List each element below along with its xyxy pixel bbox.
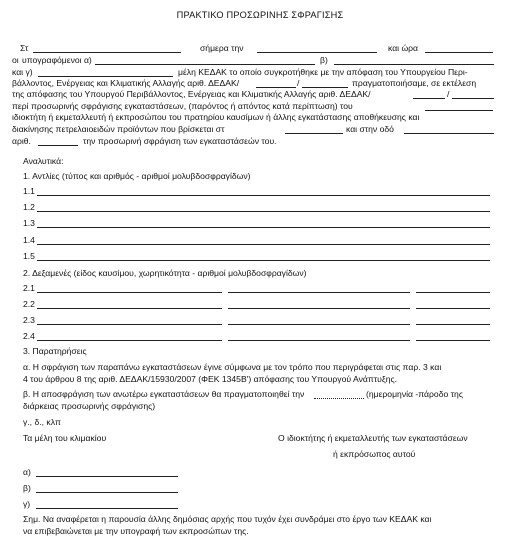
minister-decision-number-blank[interactable] [413,98,445,99]
signer-b-blank[interactable] [334,64,494,65]
section-2-heading: 2. Δεξαμενές (είδος καυσίμου, χωρητικότητα - αριθμοί μολυβδοσφραγίδων) [23,268,307,278]
intro-signer-b-label: β) [320,55,328,65]
remark-beta-line-2: διάρκειας προσωρινής σφράγισης) [23,401,156,411]
intro-line-9-end: την προσωρινή σφράγιση των εγκαταστάσεών του. [83,136,277,146]
section-1-item-label: 1.5 [23,251,35,261]
location-blank[interactable] [285,133,343,134]
date-blank[interactable] [257,52,377,53]
intro-line-4: βάλλοντος, Ενέργειας και Κλιματικής Αλλαγής αριθ. ΔΕΔΑΚ/ [12,78,240,88]
section-1-item-blank[interactable] [37,211,490,212]
fuel-type-blank[interactable] [37,340,222,341]
page-title: ΠΡΑΚΤΙΚΟ ΠΡΟΣΩΡΙΝΗΣ ΣΦΡΑΓΙΣΗΣ [176,10,344,20]
decision-year-blank[interactable] [302,87,348,88]
intro-line-5: της απόφασης του Υπουργού Περιβάλλοντος, Ενέργειας και Κλιματικής Αλλαγής αριθ. ΔΕΔΑΚ/ [12,89,371,99]
section-2-item-label: 2.3 [23,315,35,325]
signatures-representative-label: ή εκπρόσωπος αυτού [333,449,416,459]
section-1-item-label: 1.4 [23,235,35,245]
section-1-item-blank[interactable] [37,227,490,228]
seal-number-blank[interactable] [416,324,490,325]
intro-place-label: Στ [20,43,29,53]
intro-date-label: σήμερα την [200,43,244,53]
signer-a-blank[interactable] [95,64,315,65]
time-blank[interactable] [425,52,493,53]
intro-line-8: διακίνησης πετρελαιοειδών προϊόντων που βρίσκεται στ [12,124,225,134]
seal-number-blank[interactable] [416,340,490,341]
section-2-item-label: 2.4 [23,331,35,341]
capacity-blank[interactable] [228,324,410,325]
fuel-type-blank[interactable] [37,308,222,309]
intro-number-label: αριθ. [12,136,31,146]
street-blank[interactable] [404,133,494,134]
signatures-committee-label: Τα μέλη του κλιμακίου [23,433,107,443]
minister-decision-year-blank[interactable] [452,98,494,99]
remark-beta-line-1-end: (ημερομηνία -πάροδο της [366,389,463,399]
section-3-heading: 3. Παρατηρήσεις [23,346,87,356]
section-2-item-label: 2.2 [23,299,35,309]
intro-time-label: και ώρα [388,43,419,53]
intro-slash-2: / [447,89,450,99]
capacity-blank[interactable] [228,292,410,293]
section-1-item-label: 1.2 [23,202,35,212]
seal-number-blank[interactable] [416,308,490,309]
capacity-blank[interactable] [228,308,410,309]
remark-alpha-line-1: α. Η σφράγιση των παραπάνω εγκαταστάσεων έγινε σύμφωνα με τον τρόπο που περιγράφεται στις παρ. 3 και [23,362,442,372]
unseal-date-blank[interactable] [314,398,364,399]
owner-name-blank[interactable] [425,110,493,111]
analytika-heading: Αναλυτικά: [23,156,64,166]
note-line-2: να επιβεβαιώνεται με την υπογραφή των εκπροσώπων της. [23,526,249,536]
fuel-type-blank[interactable] [37,324,222,325]
capacity-blank[interactable] [228,340,410,341]
remark-alpha-line-2: 4 του άρθρου 8 της αριθ. ΔΕΔΑΚ/15930/2007 (ΦΕΚ 1345Β') απόφασης του Υπουργού Ανάπτυξης. [23,374,398,384]
intro-line-7: ιδιοκτήτη ή εκμεταλλευτή ή εκπροσώπου του πρατηρίου καυσίμων ή άλλης εγκατάστασης αποθήκευσης και [12,112,420,122]
intro-signer-c-label: και γ) [12,67,33,77]
intro-line-4-end: πραγματοποιήσαμε, σε εκτέλεση [352,78,477,88]
signature-b-label: β) [23,483,31,493]
remark-etc: γ., δ., κλπ [23,417,61,427]
signature-b-blank[interactable] [36,492,178,493]
fuel-type-blank[interactable] [37,292,222,293]
place-blank[interactable] [33,52,181,53]
intro-slash-1: / [297,78,300,88]
section-1-item-blank[interactable] [37,195,490,196]
signatures-owner-label: Ο ιδιοκτήτης ή εκμεταλλευτής των εγκαταστάσεων [278,433,468,443]
section-1-item-label: 1.1 [23,186,35,196]
section-2-item-label: 2.1 [23,283,35,293]
decision-number-blank[interactable] [256,87,296,88]
signature-c-label: γ) [23,499,31,509]
intro-signers-label: υπογραφόμενοι α) [22,55,92,65]
signature-c-blank[interactable] [36,508,178,509]
intro-line-6: περί προσωρινής σφράγισης εγκαταστάσεων, (παρόντος ή απόντος κατά περίπτωση) του [12,101,353,111]
note-line-1: Σημ. Να αναφέρεται η παρουσία άλλης δημόσιας αρχής που τυχόν έχει συνδράμει στο έργο των ΚΕΔΑΚ και [23,514,432,524]
signature-a-label: α) [23,467,31,477]
seal-number-blank[interactable] [416,292,490,293]
section-1-item-label: 1.3 [23,218,35,228]
section-1-item-blank[interactable] [37,260,490,261]
signature-a-blank[interactable] [36,476,178,477]
signer-c-blank[interactable] [38,76,173,77]
street-number-blank[interactable] [38,145,78,146]
remark-beta-line-1: β. Η αποσφράγιση των ανωτέρω εγκαταστάσεων θα πραγματοποιηθεί την [23,389,305,399]
intro-signers-prefix: οι [12,55,19,65]
intro-committee-text: μέλη ΚΕΔΑΚ το οποίο συγκροτήθηκε με την απόφαση του Υπουργείου Περι- [178,67,468,77]
section-1-heading: 1. Αντλίες (τύπος και αριθμός - αριθμοί μολυβδοσφραγίδων) [23,171,251,181]
intro-street-label: και στην οδό [346,124,394,134]
section-1-item-blank[interactable] [37,244,490,245]
